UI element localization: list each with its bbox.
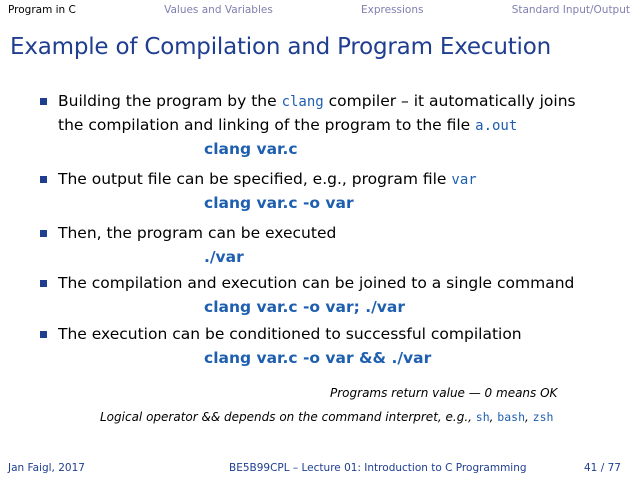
footer-author: Jan Faigl, 2017	[8, 462, 85, 474]
bullet-1-line-2	[58, 116, 517, 136]
bullet-marker	[40, 230, 47, 237]
code-sh: sh	[475, 410, 490, 424]
code-clang: clang	[281, 94, 324, 110]
bullet-text: the compilation and linking of the program to the file	[58, 116, 476, 134]
note-text: Logical operator && depends on the command interpret, e.g.,	[100, 410, 476, 424]
bullet-marker	[40, 176, 47, 183]
bullet-text: compiler – it automatically joins	[323, 92, 576, 110]
code-a-out: a.out	[475, 118, 518, 134]
note-separator: ,	[489, 410, 498, 424]
bullet-marker	[40, 331, 47, 338]
nav-item-program-in-c[interactable]: Program in C	[8, 4, 76, 16]
slide-footer	[0, 462, 638, 478]
nav-item-values-and-variables[interactable]: Values and Variables	[164, 4, 273, 16]
bullet-marker	[40, 280, 47, 287]
command-1: clang var.c	[204, 140, 298, 158]
bullet-marker	[40, 98, 47, 105]
command-5: clang var.c -o var && ./var	[204, 349, 432, 367]
code-zsh: zsh	[532, 410, 554, 424]
bullet-5-line-1: The execution can be conditioned to successful compilation	[58, 325, 522, 343]
bullet-2-line-1	[58, 170, 477, 190]
note-return-value: Programs return value — 0 means OK	[330, 386, 558, 400]
code-var: var	[451, 172, 477, 188]
section-navigation	[0, 0, 638, 20]
command-4: clang var.c -o var; ./var	[204, 298, 405, 316]
bullet-4-line-1: The compilation and execution can be joined to a single command	[58, 274, 575, 292]
bullet-1-line-1	[58, 92, 576, 112]
bullet-text: Building the program by the	[58, 92, 282, 110]
footer-course: BE5B99CPL – Lecture 01: Introduction to C Programming	[229, 462, 527, 474]
command-2: clang var.c -o var	[204, 194, 354, 212]
bullet-text: The output file can be specified, e.g., program file	[58, 170, 452, 188]
nav-item-expressions[interactable]: Expressions	[361, 4, 424, 16]
footer-page-number: 41 / 77	[584, 462, 621, 474]
note-separator: ,	[525, 410, 533, 424]
slide-title: Example of Compilation and Program Execution	[10, 34, 551, 60]
code-bash: bash	[497, 410, 525, 424]
bullet-3-line-1: Then, the program can be executed	[58, 224, 337, 242]
nav-item-standard-io[interactable]: Standard Input/Output	[511, 4, 630, 16]
note-logical-operator	[100, 410, 553, 424]
command-3: ./var	[204, 248, 244, 266]
